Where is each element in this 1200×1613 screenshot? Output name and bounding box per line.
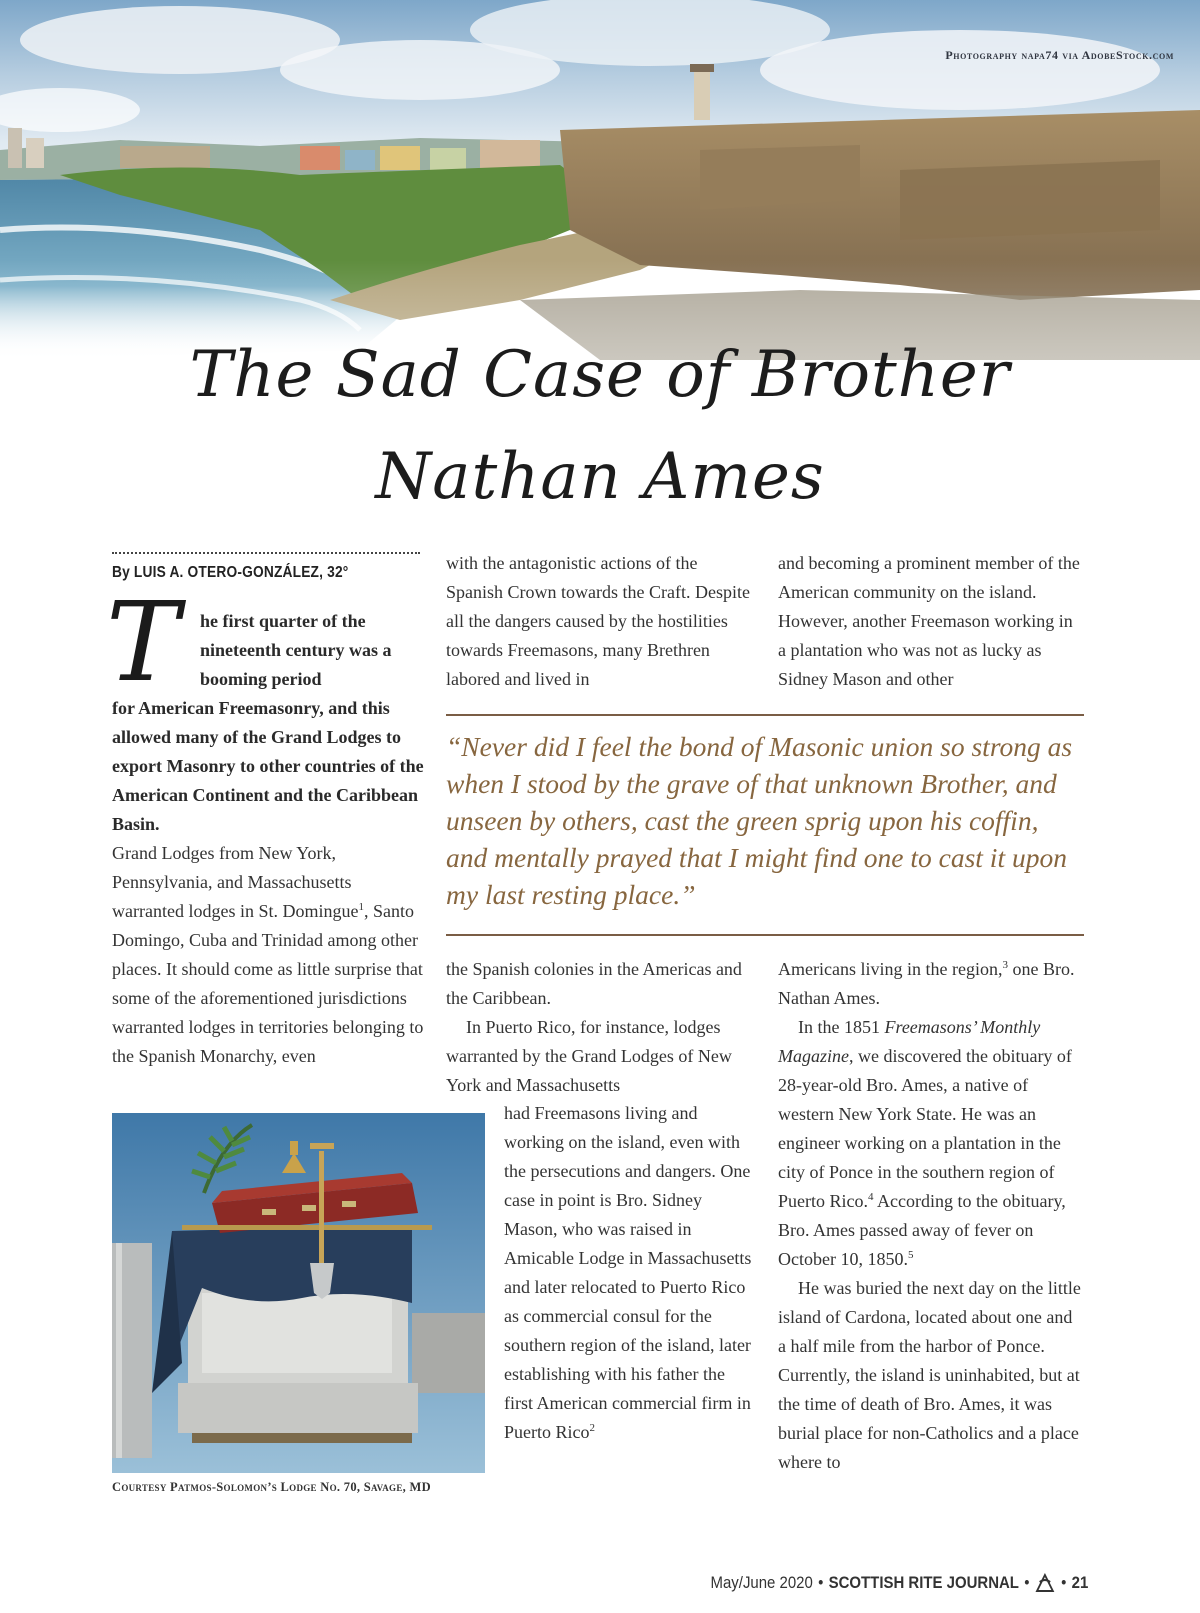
masonic-coffin-painting [112,1113,485,1473]
column3-paragraph-2: , we discovered the obituary of 28-year-old Bro. Ames, a native of western New York State. He was an engineer working on a plantation in the city of Ponce in the southern region of Puerto Rico. [778,1046,1072,1211]
column2-wrapped-text [504,1099,752,1447]
page-footer [710,1573,1088,1593]
issue-date: May/June 2020 [710,1573,813,1592]
column1-text-a: Grand Lodges from New York, Pennsylvania, and Massachusetts warranted lodges in St. Domingue [112,843,359,921]
footer-separator: • [1023,1573,1030,1592]
column3-top-text: and becoming a prominent member of the American community on the island. However, another Freemason working in a plantation who was not as lucky as Sidney Mason and other [778,553,1080,689]
pull-quote: “Never did I feel the bond of Masonic union so strong as when I stood by the grave of that unknown Brother, and unseen by others, cast the green sprig upon his coffin, and mentally prayed that I might find one to cast it upon my last resting place.” [446,731,1073,910]
page-number: 21 [1071,1573,1088,1592]
column2-paragraph-2: In Puerto Rico, for instance, lodges warranted by the Grand Lodges of New York and Massachusetts [446,1017,732,1095]
footnote-ref-4: 4 [868,1191,874,1203]
column2-bottom-text [446,955,752,1100]
footer-separator: • [817,1573,824,1592]
column1-text [112,839,424,1071]
lead-paragraph: for American Freemasonry, and this allowed many of the Grand Lodges to export Masonry to other countries of the American Continent and the Caribbean Basin. [112,698,424,834]
footnote-ref-1: 1 [358,901,364,913]
column2-top-text: with the antagonistic actions of the Spanish Crown towards the Craft. Despite all the dangers caused by the hostilities towards Freemasons, many Brethren labored and lived in [446,553,750,689]
pull-quote-rule-top [446,714,1084,716]
lead-paragraph-indented: he first quarter of the nineteenth century was a booming period [200,611,392,689]
pull-quote-rule-bottom [446,934,1084,936]
column3-paragraph-1-end: one Bro. Nathan Ames. [778,959,1075,1008]
footnote-ref-5: 5 [907,1249,914,1261]
footnote-ref-3: 3 [1002,959,1008,971]
hero-photo [0,0,1200,540]
article-title-line1: The Sad Case of Brother [189,338,1011,412]
byline: By LUIS A. OTERO-GONZÁLEZ, 32° [112,564,349,581]
article-title-line2: Nathan Ames [375,440,825,514]
column1-text-b: , Santo Domingo, Cuba and Trinidad among other places. It should come as little surprise that some of the aforementioned jurisdictions warranted lodges in territories belonging to the Spanish Monarchy, even [112,901,424,1066]
byline-divider [112,552,420,554]
column3-paragraph-1: Americans living in the region, [778,959,1003,979]
column2-paragraph-2-continued: had Freemasons living and working on the island, even with the persecutions and dangers. One case in point is Bro. Sidney Mason, who was raised in Amicable Lodge in Massachusetts and later relocated to Puerto Rico as commercial consul for the southern region of the island, later establishing with his father the first American commercial firm in Puerto Rico [504,1103,752,1442]
column2-paragraph-1: the Spanish colonies in the Americas and the Caribbean. [446,959,742,1008]
column3-paragraph-2-end: According to the obituary, Bro. Ames passed away of fever on October 10, 1850. [778,1191,1066,1269]
drop-cap: T [106,578,180,706]
column3-paragraph-2-start: In the 1851 [798,1017,885,1037]
photo-credit: Photography napa74 via AdobeStock.com [945,48,1174,62]
magazine-title: Freemasons’ Monthly Magazine [778,1017,1041,1066]
footnote-ref-2: 2 [589,1422,595,1434]
column3-paragraph-3: He was buried the next day on the little island of Cardona, located about one and a half mile from the harbor of Ponce. Currently, the island is uninhabited, but at the time of death of Bro. Ames, it was burial place for non-Catholics and a place where to [778,1278,1081,1472]
footer-separator: • [1060,1573,1067,1592]
journal-name: SCOTTISH RITE JOURNAL [828,1573,1019,1592]
column3-bottom-text [778,955,1084,1477]
figure-caption: Courtesy Patmos-Solomon’s Lodge No. 70, Savage, MD [112,1480,431,1494]
double-headed-eagle-icon [1034,1573,1055,1593]
